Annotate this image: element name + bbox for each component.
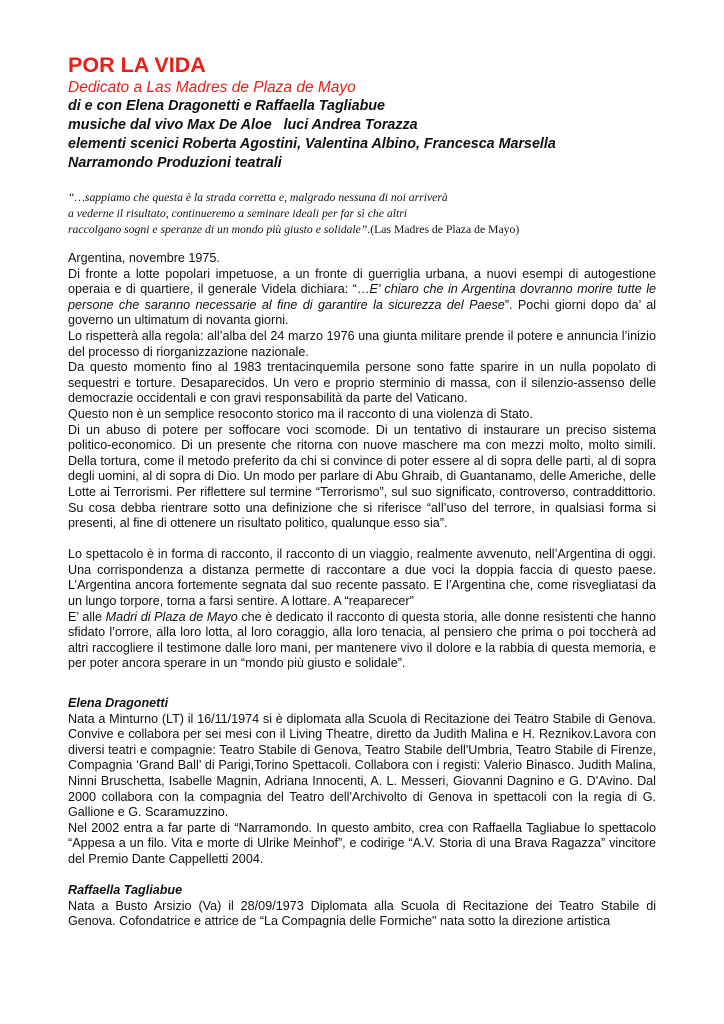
page-title: POR LA VIDA: [68, 53, 206, 77]
bio-name-elena: Elena Dragonetti: [68, 696, 169, 711]
bio-paragraph: Nata a Busto Arsizio (Va) il 28/09/1973 Diplomata alla Scuola di Recitazione dei Teatro Stabile di Genova. Cofondatrice e attrice de “La Compagnia delle Formiche" nata sotto la direzione artistica: [68, 898, 656, 929]
epigraph-quote: [68, 190, 656, 238]
text-run: Di fronte a lotte popolari impetuose, a un fronte di guerriglia urbana, a nuovi esempi di autogestione operaia e di quartiere, il generale Videla dichiara: “…: [68, 266, 656, 297]
synopsis-paragraph: Di un abuso di potere per soffocare voci scomode. Di un tentativo di instaurare un preciso sistema politico-economico. Di un presente che ritorna con nuove maschere ma con mezzi molto, molto simili. Della tortura, come il metodo preferito da chi si convince di poter essere al di sopra delle parti, al di sopra degli uomini, al di sopra di Dio. Un modo per parlare di Abu Ghraib, di Guantanamo, delle Americhe, delle Lotte ai Terrorismi. Per riflettere sul termine “Terrorismo”, sul suo significato, controverso, contraddittorio. Su cosa debba rientrare sotto una definizione che si riferisce “all’uso del terrore, in qualsiasi forma si presenti, al fine di ottenere un risultato politico, qualunque esso sia”.: [68, 422, 656, 531]
text-run: che è dedicato il racconto di questa storia, alle donne resistenti che hanno sfidato l’orrore, alla loro lotta, al loro coraggio, alla loro tenacia, al pensiero che prima o poi toccherà ad altri raccogliere il testimone dalle loro mani, per mantenere vivo il dolore e la rabbia di questa memoria, e per poter ancora sperare in un “mondo più giusto e solidale”.: [68, 609, 656, 671]
bio-name-raffaella: Raffaella Tagliabue: [68, 883, 183, 898]
quote-line: “…sappiamo che questa è la strada corretta e, malgrado nessuna di noi arriverà: [68, 191, 448, 204]
synopsis-paragraph: Lo rispetterà alla regola: all’alba del 24 marzo 1976 una giunta militare prende il potere e annuncia l’inizio del processo di riorganizzazione nazionale.: [68, 328, 656, 359]
bio-paragraph: Nata a Minturno (LT) il 16/11/1974 si è diplomata alla Scuola di Recitazione dei Teatro Stabile di Genova. Convive e collabora per sei mesi con il Living Theatre, diretto da Judith Malina e H. Reznikov.Lavora con diversi teatri e compagnie: Teatro Stabile di Genova, Teatro Stabile dell'Umbria, Teatro Stabile di Firenze, Compagnia ‘Grand Ball’ di Parigi,Torino Spettacoli. Collabora con i registi: Valerio Binasco. Judith Malina, Ninni Bruschetta, Isabelle Magnin, Adriana Innocenti, A. L. Messeri, Giovanni Dagnino e G. D'Avino. Dal 2000 collabora con la compagnia del Teatro dell'Archivolto di Genova in spettacoli con la regia di G. Gallione e G. Scaramuzzino.: [68, 711, 656, 820]
synopsis-paragraph: [68, 267, 656, 329]
text-run: ”. Pochi giorni dopo da’ al governo un ultimatum di novanta giorni.: [68, 297, 656, 328]
credit-line: elementi scenici Roberta Agostini, Valentina Albino, Francesca Marsella: [68, 136, 556, 152]
subtitle: Dedicato a Las Madres de Plaza de Mayo: [68, 79, 356, 96]
quote-line-last: [68, 222, 656, 238]
synopsis: [68, 251, 656, 930]
document-page: [68, 52, 656, 930]
quote-line: a vederne il risultato, continueremo a seminare ideali per far sì che altri: [68, 207, 407, 220]
quote-source: (Las Madres de Plaza de Mayo): [370, 223, 520, 236]
synopsis-paragraph: [68, 610, 656, 672]
section-gap: [68, 672, 656, 696]
synopsis-paragraph: Lo spettacolo è in forma di racconto, il racconto di un viaggio, realmente avvenuto, nell’Argentina di oggi. Una corrispondenza a distanza permette di raccontare a due voci la doppia faccia di questo paese. L’Argentina ancora fortemente segnata dal suo recente passato. E l’Argentina che, come risvegliatasi da un lungo torpore, torna a farsi sentire. A lottare. A “reaparecer”: [68, 547, 656, 609]
quote-line: raccolgano sogni e speranze di un mondo più giusto e solidale”.: [68, 223, 371, 236]
synopsis-paragraph: Da questo momento fino al 1983 trentacinquemila persone sono fatte sparire in un nulla popolato di sequestri e torture. Desaparecidos. Un vero e proprio sterminio di massa, con il silenzio-assenso delle democrazie occidentali e con gravi responsabilità da parte del Vaticano.: [68, 360, 656, 406]
credit-line: musiche dal vivo Max De Aloe luci Andrea Torazza: [68, 117, 418, 133]
paragraph-gap: [68, 868, 656, 884]
synopsis-paragraph: Questo non è un semplice resoconto storico ma il racconto di una violenza di Stato.: [68, 406, 533, 421]
text-run: E’ alle: [68, 609, 106, 624]
credits-block: [68, 97, 656, 173]
bio-paragraph: Nel 2002 entra a far parte di “Narramondo. In questo ambito, crea con Raffaella Tagliabue lo spettacolo “Appesa a un filo. Vita e morte di Ulrike Meinhof”, e codirige “A.V. Storia di una Brava Ragazza” vincitore del Premio Dante Cappelletti 2004.: [68, 820, 656, 866]
madri-title: Madri di Plaza de Mayo: [105, 609, 238, 624]
credit-line: Narramondo Produzioni teatrali: [68, 155, 282, 171]
synopsis-paragraph: Argentina, novembre 1975.: [68, 251, 220, 265]
paragraph-gap: [68, 532, 656, 548]
videla-quote: E’ chiaro che in Argentina dovranno morire tutte le persone che saranno necessarie al fine di garantire la sicurezza del Paese: [68, 282, 656, 312]
credit-line: di e con Elena Dragonetti e Raffaella Tagliabue: [68, 98, 385, 114]
